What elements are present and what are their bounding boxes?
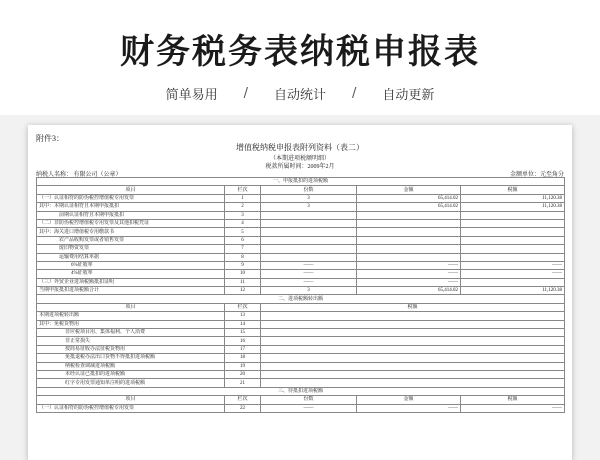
- row-line-number: 15: [225, 329, 261, 337]
- row-item: 非正常损失: [37, 337, 225, 345]
- row-line-number: 10: [225, 270, 261, 278]
- attachment-label: 附件3：: [36, 134, 64, 143]
- row-tax: 11,120.38: [461, 287, 565, 295]
- row-item: 其中：免税货物用: [37, 320, 225, 328]
- row-line-number: 7: [225, 245, 261, 253]
- row-line-number: 6: [225, 236, 261, 244]
- column-header: 税额: [461, 396, 565, 404]
- document-subtitle: （本期进项税额明细）: [269, 156, 330, 162]
- row-amount: ——: [357, 278, 461, 286]
- row-item: 非应税项目用、集体福利、个人消费: [37, 329, 225, 337]
- row-tax: [461, 253, 565, 261]
- row-tax: [261, 329, 565, 337]
- row-tax: [261, 370, 565, 378]
- row-item: 其中：本期认证相符且本期申报抵扣: [37, 203, 225, 211]
- row-tax: [261, 379, 565, 387]
- table-row: [37, 194, 565, 202]
- column-header: 项目: [37, 303, 225, 311]
- row-item: （三）外贸企业进项税额抵扣证明: [37, 278, 225, 286]
- row-line-number: 18: [225, 354, 261, 362]
- column-header: 金额: [357, 396, 461, 404]
- table-row: [37, 203, 565, 211]
- row-tax: [261, 312, 565, 320]
- row-item: 当期申报抵扣进项税额合计: [37, 287, 225, 295]
- row-tax: [461, 211, 565, 219]
- row-item: 按简易征收办法征税货物用: [37, 345, 225, 353]
- row-line-number: 2: [225, 203, 261, 211]
- row-line-number: 16: [225, 337, 261, 345]
- row-item: 6%征收率: [37, 261, 225, 269]
- row-line-number: 4: [225, 219, 261, 227]
- table-row: [37, 379, 565, 387]
- row-line-number: 14: [225, 320, 261, 328]
- tag-auto-stat: 自动统计: [273, 88, 326, 103]
- row-item: 4%征收率: [37, 270, 225, 278]
- row-amount: 65,414.02: [357, 287, 461, 295]
- column-header: 栏次: [225, 396, 261, 404]
- section-title-row: [37, 295, 565, 303]
- row-line-number: 22: [225, 404, 261, 412]
- row-tax: 11,120.38: [461, 194, 565, 202]
- column-header: 项目: [37, 396, 225, 404]
- row-tax: [461, 245, 565, 253]
- tag-separator: /: [352, 86, 357, 101]
- row-tax: [461, 228, 565, 236]
- row-tax: 11,120.38: [461, 203, 565, 211]
- row-item: 其中：海关进口增值税专用缴款书: [37, 228, 225, 236]
- tax-period: 税款所属时间：2009年2月: [265, 164, 335, 170]
- row-amount: [357, 253, 461, 261]
- row-item: 红字专用发票通知单注明的进项税额: [37, 379, 225, 387]
- table-row: [37, 345, 565, 353]
- row-item: （一）认证相符的防伪税控增值税专用发票: [37, 404, 225, 412]
- table-row: [37, 228, 565, 236]
- table-row: [37, 270, 565, 278]
- tag-easy: 简单易用: [165, 88, 218, 103]
- header-row: [37, 396, 565, 404]
- table-row: [37, 320, 565, 328]
- tax-table-body: [37, 178, 565, 413]
- amount-unit: 金额单位：元至角分: [509, 172, 564, 178]
- banner-title: 财务税务表纳税申报表: [120, 32, 480, 72]
- row-tax: ——: [461, 270, 565, 278]
- table-row: [37, 219, 565, 227]
- header-row: [37, 186, 565, 194]
- row-tax: [261, 337, 565, 345]
- row-item: 免抵退税办法出口货物不得抵扣进项税额: [37, 354, 225, 362]
- row-line-number: 11: [225, 278, 261, 286]
- table-row: [37, 278, 565, 286]
- row-tax: [261, 345, 565, 353]
- row-count: [261, 236, 357, 244]
- row-count: [261, 245, 357, 253]
- row-count: 3: [261, 287, 357, 295]
- row-count: ——: [261, 404, 357, 412]
- section-title-row: [37, 178, 565, 186]
- section-title: 三、待抵扣进项税额: [37, 387, 565, 395]
- table-row: [37, 362, 565, 370]
- header-row: [37, 303, 565, 311]
- section-title: 二、进项税额转出额: [37, 295, 565, 303]
- row-tax: ——: [461, 404, 565, 412]
- document-title: 增值税纳税申报表附列资料（表二）: [236, 143, 364, 152]
- column-header: 项目: [37, 186, 225, 194]
- row-item: （一）认证相符的防伪税控增值税专用发票: [37, 194, 225, 202]
- row-line-number: 1: [225, 194, 261, 202]
- table-row: [37, 287, 565, 295]
- row-amount: ——: [357, 270, 461, 278]
- table-row: [37, 253, 565, 261]
- row-amount: [357, 219, 461, 227]
- row-count: ——: [261, 278, 357, 286]
- table-row: [37, 236, 565, 244]
- column-header: 税额: [461, 186, 565, 194]
- row-count: [261, 253, 357, 261]
- row-line-number: 21: [225, 379, 261, 387]
- row-line-number: 19: [225, 362, 261, 370]
- column-header: 税额: [261, 303, 565, 311]
- row-amount: 65,414.02: [357, 203, 461, 211]
- row-tax: [461, 236, 565, 244]
- row-count: ——: [261, 270, 357, 278]
- row-tax: [261, 362, 565, 370]
- column-header: 份数: [261, 396, 357, 404]
- row-count: 3: [261, 194, 357, 202]
- row-tax: ——: [461, 261, 565, 269]
- table-row: [37, 261, 565, 269]
- banner-tags: [0, 84, 600, 103]
- row-count: 3: [261, 203, 357, 211]
- row-tax: [261, 354, 565, 362]
- row-line-number: 8: [225, 253, 261, 261]
- column-header: 份数: [261, 186, 357, 194]
- row-amount: 65,414.02: [357, 194, 461, 202]
- row-item: 未经认证已抵扣的进项税额: [37, 370, 225, 378]
- row-item: 本期进项税转出额: [37, 312, 225, 320]
- section-title: 一、申报抵扣的进项税额: [37, 178, 565, 186]
- row-amount: [357, 245, 461, 253]
- row-count: ——: [261, 261, 357, 269]
- table-row: [37, 370, 565, 378]
- table-row: [37, 354, 565, 362]
- row-amount: ——: [357, 404, 461, 412]
- row-item: （二）非防伪税控增值税专用发票及其他扣税凭证: [37, 219, 225, 227]
- row-amount: ——: [357, 261, 461, 269]
- row-item: 运输费用结算单据: [37, 253, 225, 261]
- table-row: [37, 404, 565, 412]
- column-header: 金额: [357, 186, 461, 194]
- section-title-row: [37, 387, 565, 395]
- banner: [0, 0, 600, 120]
- row-line-number: 13: [225, 312, 261, 320]
- row-line-number: 9: [225, 261, 261, 269]
- row-item: 前期认证相符且本期申报抵扣: [37, 211, 225, 219]
- taxpayer-name: 纳税人名称： 有限公司（公章）: [36, 172, 122, 178]
- table-row: [37, 211, 565, 219]
- table-row: [37, 329, 565, 337]
- row-item: 纳税检查调减进项税额: [37, 362, 225, 370]
- row-amount: [357, 228, 461, 236]
- row-count: [261, 219, 357, 227]
- table-row: [37, 245, 565, 253]
- tax-table: [36, 177, 565, 413]
- row-item: 农产品收购发票或者销售发票: [37, 236, 225, 244]
- row-tax: [461, 219, 565, 227]
- row-tax: [261, 320, 565, 328]
- row-line-number: 20: [225, 370, 261, 378]
- row-line-number: 17: [225, 345, 261, 353]
- row-item: 废旧物资发票: [37, 245, 225, 253]
- row-tax: [461, 278, 565, 286]
- document-page: [28, 125, 572, 460]
- row-line-number: 12: [225, 287, 261, 295]
- row-line-number: 5: [225, 228, 261, 236]
- table-row: [37, 312, 565, 320]
- row-count: [261, 211, 357, 219]
- tag-separator: /: [243, 86, 248, 101]
- column-header: 栏次: [225, 186, 261, 194]
- column-header: 栏次: [225, 303, 261, 311]
- row-amount: [357, 211, 461, 219]
- row-count: [261, 228, 357, 236]
- row-amount: [357, 236, 461, 244]
- table-row: [37, 337, 565, 345]
- row-line-number: 3: [225, 211, 261, 219]
- tag-auto-update: 自动更新: [382, 88, 435, 103]
